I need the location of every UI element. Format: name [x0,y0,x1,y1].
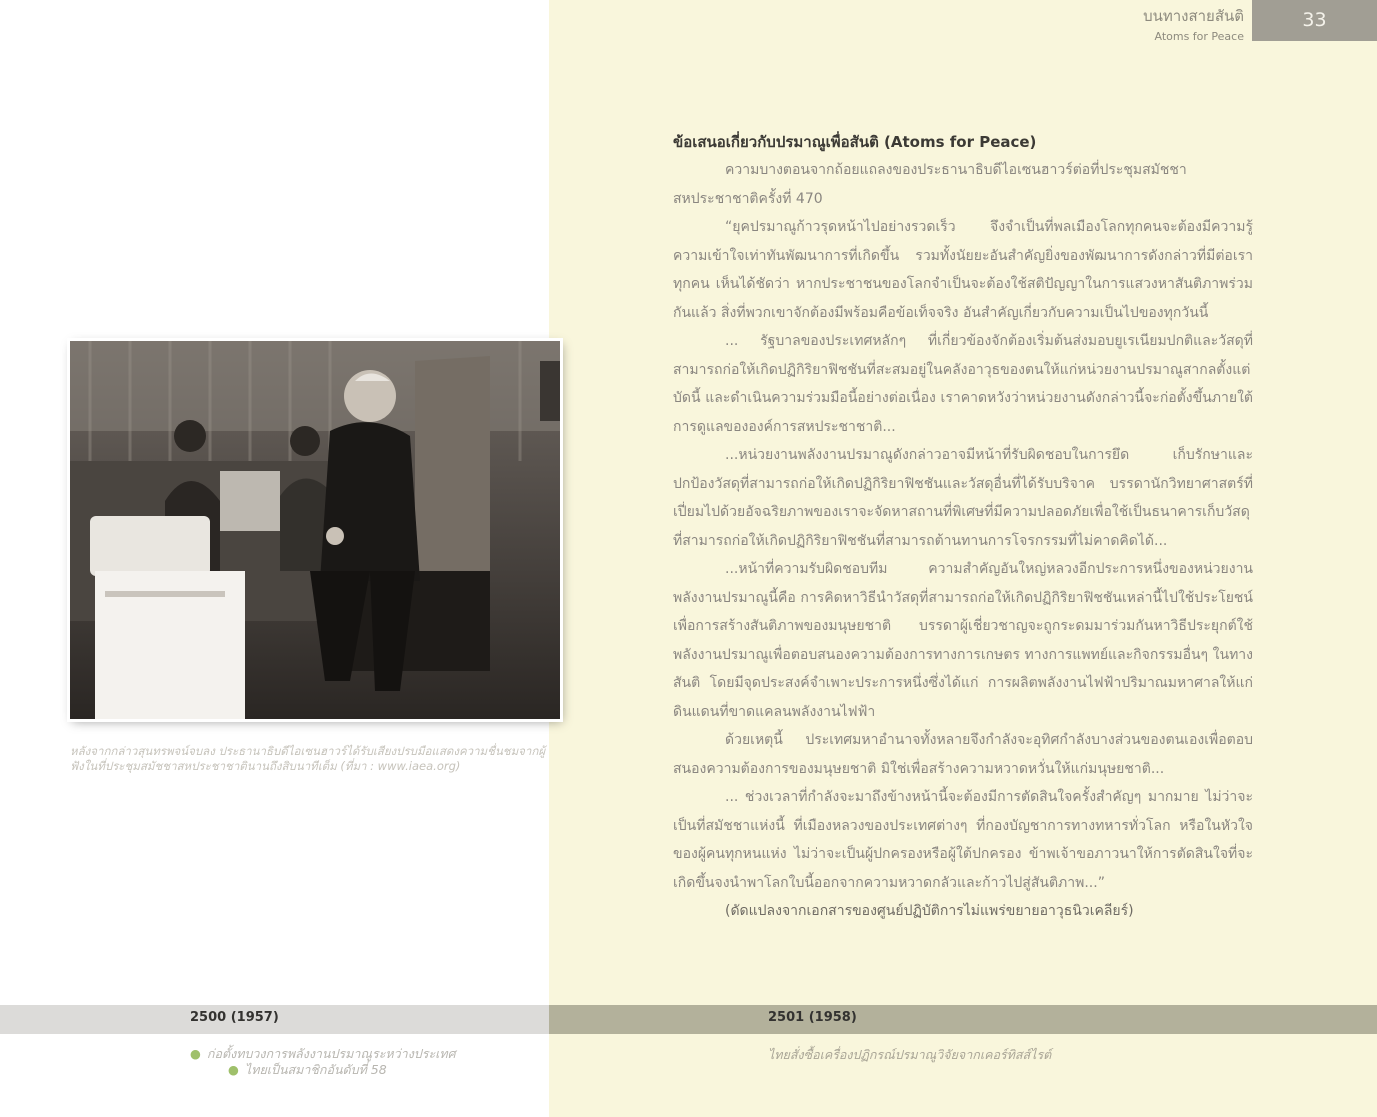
article-paragraph: ...หน้าที่ความรับผิดชอบทีม ความสำคัญอันใหญ่หลวงอีกประการหนึ่งของหน่วยงานพลังงานปรมาณูนี้คือ การคิดหาวิธีนำวัสดุที่สามารถก่อให้เกิดปฏิกิริยาฟิชชันเหล่านี้ไปใช้ประโยชน์เพื่อการสร้างสันติภาพของมนุษยชาติ บรรดาผู้เชี่ยวชาญจะถูกระดมมาร่วมกันหาวิธีประยุกต์ใช้พลังงานปรมาณูเพื่อตอบสนองความต้องการทางการเกษตร ทางการแพทย์และกิจกรรมอื่นๆ ในทางสันติ โดยมีจุดประสงค์จำเพาะประการหนึ่งซึ่งได้แก่ การผลิตพลังงานไฟฟ้าปริมาณมหาศาลให้แก่ดินแดนที่ขาดแคลนพลังงานไฟฟ้า [673,561,1253,720]
article-paragraph: ... รัฐบาลของประเทศหลักๆ ที่เกี่ยวข้องจักต้องเริ่มต้นส่งมอบยูเรเนียมปกติและวัสดุที่สามารถก่อให้เกิดปฏิกิริยาฟิชชันที่สะสมอยู่ในคลังอาวุธของตนให้แก่หน่วยงานปรมาณูสากลตั้งแต่บัดนี้ และดำเนินความร่วมมือนี้อย่างต่อเนื่อง เราคาดหวังว่าหน่วยงานดังกล่าวนี้จะก่อตั้งขึ้นภายใต้การดูแลขององค์การสหประชาชาติ... [673,333,1253,435]
timeline-left-list [190,1046,456,1078]
timeline-year-left: 2500 (1957) [190,1010,279,1025]
article-paragraph: ... ช่วงเวลาที่กำลังจะมาถึงข้างหน้านี้จะต้องมีการตัดสินใจครั้งสำคัญๆ มากมาย ไม่ว่าจะเป็นที่สมัชชาแห่งนี้ ที่เมืองหลวงของประเทศต่างๆ ที่กองบัญชาการทางทหารทั่วโลก หรือในหัวใจของผู้คนทุกหนแห่ง ไม่ว่าจะเป็นผู้ปกครองหรือผู้ใต้ปกครอง ข้าพเจ้าขอภาวนาให้การตัดสินใจที่จะเกิดขึ้นจงนำพาโลกใบนี้ออกจากความหวาดกลัวและก้าวไปสู่สันติภาพ...” [673,789,1253,891]
bullet-icon: ● [228,1062,239,1077]
running-header [1143,4,1244,43]
article-source: (ดัดแปลงจากเอกสารของศูนย์ปฏิบัติการไม่แพร่ขยายอาวุธนิวเคลียร์) [725,903,1134,919]
timeline-right-item: ไทยสั่งซื้อเครื่องปฏิกรณ์ปรมาณูวิจัยจากเคอร์ทิสส์ไรต์ [768,1047,1052,1062]
timeline-item-text: ก่อตั้งทบวงการพลังงานปรมาณูระหว่างประเทศ [206,1046,456,1061]
article-paragraph: ด้วยเหตุนี้ ประเทศมหาอำนาจทั้งหลายจึงกำลังจะอุทิศกำลังบางส่วนของตนเองเพื่อตอบสนองความต้องการของมนุษยชาติ มิใช่เพื่อสร้างความหวาดหวั่นให้แก่มนุษยชาติ... [673,732,1253,777]
article-paragraph: ความบางตอนจากถ้อยแถลงของประธานาธิบดีไอเซนฮาวร์ต่อที่ประชุมสมัชชาสหประชาชาติครั้งที่ 470 [673,162,1187,207]
timeline-item [190,1046,456,1062]
timeline-item-text: ไทยเป็นสมาชิกอันดับที่ 58 [244,1062,387,1077]
article [673,128,1253,926]
photo-caption: หลังจากกล่าวสุนทรพจน์จบลง ประธานาธิบดีไอเซนฮาวร์ได้รับเสียงปรบมือแสดงความชื่นชมจากผู้ฟังในที่ประชุมสมัชชาสหประชาชาตินานถึงสิบนาทีเต็ม (ที่มา : www.iaea.org) [70,744,546,773]
page-number: 33 [1252,0,1377,41]
article-paragraph: “ยุคปรมาณูก้าวรุดหน้าไปอย่างรวดเร็ว จึงจำเป็นที่พลเมืองโลกทุกคนจะต้องมีความรู้ความเข้าใจเท่าทันพัฒนาการที่เกิดขึ้น รวมทั้งนัยยะอันสำคัญยิ่งของพัฒนาการดังกล่าวที่มีต่อเราทุกคน เห็นได้ชัดว่า หากประชาชนของโลกจำเป็นจะต้องใช้สติปัญญาในการแสวงหาสันติภาพร่วมกันแล้ว สิ่งที่พวกเขาจักต้องมีพร้อมคือข้อเท็จจริง อันสำคัญเกี่ยวกับความเป็นไปของทุกวันนี้ [673,219,1253,321]
bullet-icon: ● [190,1046,201,1061]
header-title-thai: บนทางสายสันติ [1143,7,1244,25]
timeline-item [190,1062,456,1078]
eisenhower-photo [70,341,560,719]
timeline-year-right: 2501 (1958) [768,1010,857,1025]
timeline-band-right [549,1005,1377,1034]
article-heading: ข้อเสนอเกี่ยวกับปรมาณูเพื่อสันติ (Atoms for Peace) [673,133,1037,151]
article-paragraph: ...หน่วยงานพลังงานปรมาณูดังกล่าวอาจมีหน้าที่รับผิดชอบในการยึด เก็บรักษาและปกป้องวัสดุที่สามารถก่อให้เกิดปฏิกิริยาฟิชชันและวัสดุอื่นที่ได้รับบริจาค บรรดานักวิทยาศาสตร์ที่เปี่ยมไปด้วยอัจฉริยภาพของเราจะจัดหาสถานที่พิเศษที่มีความปลอดภัยเพื่อใช้เป็นธนาคารเก็บวัสดุที่สามารถก่อให้เกิดปฏิกิริยาฟิชชันที่สามารถต้านทานการโจรกรรมที่ไม่คาดคิดได้... [673,447,1253,549]
photo-illustration [70,341,560,719]
header-title-english: Atoms for Peace [1154,30,1244,43]
